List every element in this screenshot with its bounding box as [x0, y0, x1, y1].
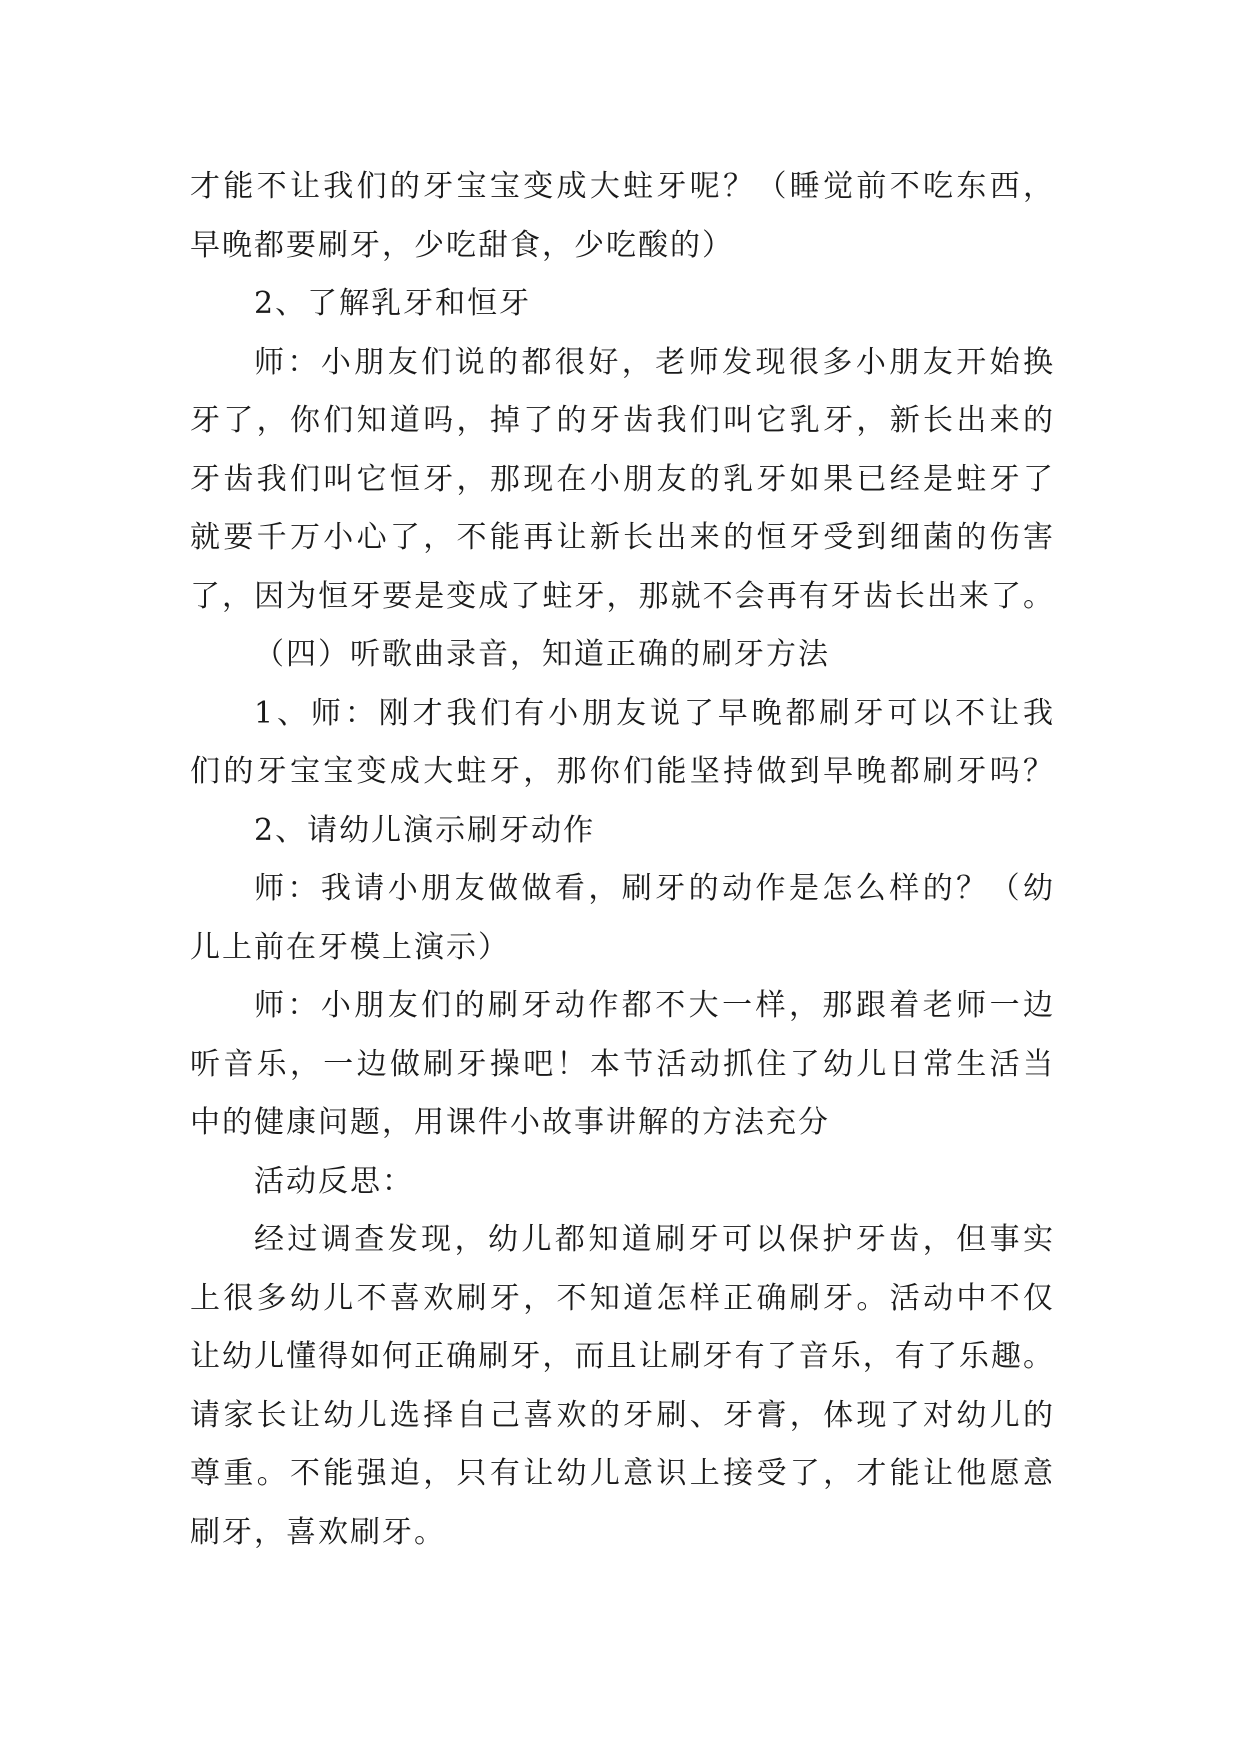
text-line: 儿上前在牙模上演示）	[190, 929, 510, 965]
text-line: 1、师：刚才我们有小朋友说了早晚都刷牙可以不让我	[254, 695, 1055, 731]
text-line: 才能不让我们的牙宝宝变成大蛀牙呢？（睡觉前不吃东西，	[190, 169, 1055, 204]
text-line: 刷牙，喜欢刷牙。	[190, 1514, 446, 1550]
document-body	[190, 158, 1055, 1562]
text-line: 师：小朋友们说的都很好，老师发现很多小朋友开始换	[254, 344, 1055, 380]
text-line: 师：我请小朋友做做看，刷牙的动作是怎么样的？（幼	[254, 871, 1055, 906]
text-line: 了，因为恒牙要是变成了蛀牙，那就不会再有牙齿长出来了。	[190, 578, 1055, 614]
text-line: 让幼儿懂得如何正确刷牙，而且让刷牙有了音乐，有了乐趣。	[190, 1339, 1055, 1374]
text-line: 中的健康问题，用课件小故事讲解的方法充分	[190, 1105, 830, 1140]
text-line: 师：小朋友们的刷牙动作都不大一样，那跟着老师一边	[254, 988, 1055, 1023]
section-heading: 2、了解乳牙和恒牙	[254, 286, 532, 321]
section-heading: 活动反思：	[254, 1163, 414, 1199]
text-line: 牙了，你们知道吗，掉了的牙齿我们叫它乳牙，新长出来的	[190, 403, 1055, 438]
section-heading: （四）听歌曲录音，知道正确的刷牙方法	[254, 637, 830, 672]
text-line: 听音乐，一边做刷牙操吧！本节活动抓住了幼儿日常生活当	[190, 1046, 1055, 1082]
text-line: 请家长让幼儿选择自己喜欢的牙刷、牙膏，体现了对幼儿的	[190, 1397, 1055, 1433]
text-line: 经过调查发现，幼儿都知道刷牙可以保护牙齿，但事实	[254, 1222, 1055, 1257]
text-line: 牙齿我们叫它恒牙，那现在小朋友的乳牙如果已经是蛀牙了	[190, 461, 1055, 497]
section-heading: 2、请幼儿演示刷牙动作	[254, 812, 596, 848]
text-line: 就要千万小心了，不能再让新长出来的恒牙受到细菌的伤害	[190, 520, 1055, 555]
text-line: 早晚都要刷牙，少吃甜食，少吃酸的）	[190, 227, 734, 263]
text-line: 们的牙宝宝变成大蛀牙，那你们能坚持做到早晚都刷牙吗？	[190, 754, 1055, 789]
text-line: 上很多幼儿不喜欢刷牙，不知道怎样正确刷牙。活动中不仅	[190, 1280, 1055, 1316]
text-line: 尊重。不能强迫，只有让幼儿意识上接受了，才能让他愿意	[190, 1456, 1055, 1491]
